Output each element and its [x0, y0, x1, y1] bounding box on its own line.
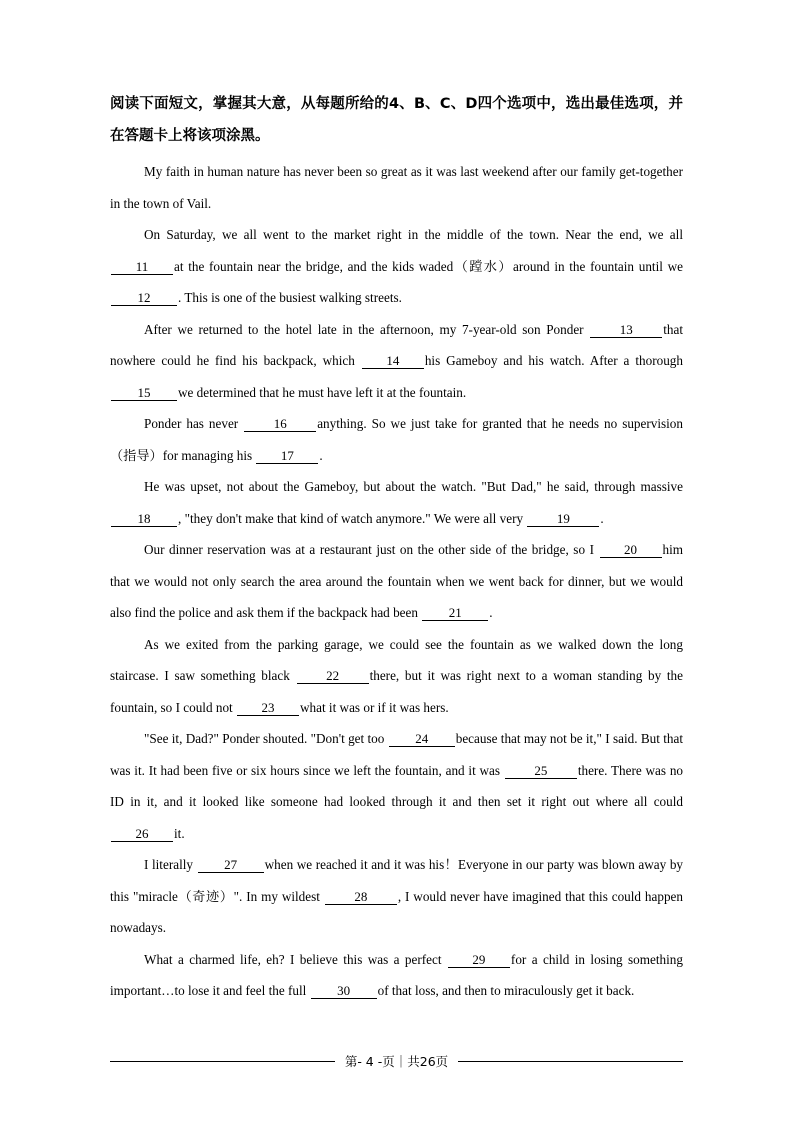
passage-text: My faith in human nature has never been so great as it was last weekend after our family get-together in the town of Vail. — [110, 164, 683, 211]
answer-blank-29[interactable]: 29 — [448, 953, 510, 968]
passage-paragraph — [110, 471, 683, 534]
answer-blank-14[interactable]: 14 — [362, 354, 424, 369]
passage-text: He was upset, not about the Gameboy, but about the watch. "But Dad," he said, through massive — [144, 479, 683, 494]
passage-text: Ponder has never — [144, 416, 239, 431]
answer-blank-17[interactable]: 17 — [256, 449, 318, 464]
passage-text: it. — [174, 825, 185, 841]
answer-blank-18[interactable]: 18 — [111, 512, 177, 527]
passage-paragraph — [110, 408, 683, 471]
passage-paragraph — [110, 156, 683, 219]
passage-text: there. There was no ID in it, and it looked like someone had looked through it and then set it right out where all could — [110, 762, 684, 809]
answer-blank-15[interactable]: 15 — [111, 386, 177, 401]
passage-text: What a charmed life, eh? I believe this was a perfect — [144, 951, 442, 967]
passage-text: because that may not be it," I said. But that was it. It had been five or six hours since we left the fountain, and it was — [110, 731, 683, 778]
passage-text: that nowhere could he find his backpack, which — [110, 321, 683, 368]
passage-text: at the fountain near the bridge, and the kids waded（蹚水）around in the fountain until we — [174, 258, 683, 274]
passage-text: On Saturday, we all went to the market right in the middle of the town. Near the end, we all — [144, 227, 683, 242]
passage-text: . — [600, 510, 604, 526]
answer-blank-11[interactable]: 11 — [111, 260, 173, 275]
answer-blank-12[interactable]: 12 — [111, 291, 177, 306]
answer-blank-20[interactable]: 20 — [600, 543, 662, 558]
answer-blank-19[interactable]: 19 — [527, 512, 599, 527]
passage-body — [110, 156, 683, 1007]
passage-text: there, but it was right next to a woman standing by the fountain, so I could not — [110, 668, 684, 715]
answer-blank-21[interactable]: 21 — [422, 606, 488, 621]
passage-paragraph — [110, 314, 683, 409]
passage-text: for a child in losing something important…to lose it and feel the full — [110, 951, 683, 998]
passage-paragraph — [110, 534, 683, 629]
answer-blank-16[interactable]: 16 — [244, 417, 316, 432]
answer-blank-27[interactable]: 27 — [198, 858, 264, 873]
answer-blank-24[interactable]: 24 — [389, 732, 455, 747]
answer-blank-28[interactable]: 28 — [325, 890, 397, 905]
passage-text: what it was or if it was hers. — [300, 699, 449, 715]
passage-text: him that we would not only search the area around the fountain when we went back for dinner, but we would also find the police and ask them if the backpack had been — [110, 542, 684, 620]
passage-text: . — [489, 605, 493, 620]
passage-paragraph — [110, 849, 683, 944]
passage-text: of that loss, and then to miraculously get it back. — [377, 983, 635, 998]
answer-blank-13[interactable]: 13 — [590, 323, 662, 338]
page-footer — [0, 1052, 793, 1070]
passage-text: , I would never have imagined that this could happen nowadays. — [110, 888, 684, 935]
passage-text: After we returned to the hotel late in the afternoon, my 7-year-old son Ponder — [144, 321, 584, 337]
answer-blank-25[interactable]: 25 — [505, 764, 577, 779]
passage-text: we determined that he must have left it at the fountain. — [178, 384, 467, 400]
passage-text: I literally — [144, 857, 193, 872]
passage-text: anything. So we just take for granted that he needs no supervision（指导）for managing his — [110, 416, 683, 463]
passage-text: when we reached it and it was his！Everyone in our party was blown away by this "miracle（奇迹）". In my wildest — [110, 857, 684, 904]
page-title: 阅读下面短文，掌握其大意，从每题所给的4、B、C、D四个选项中，选出最佳选项，并在答题卡上将该项涂黑。 — [110, 96, 683, 144]
passage-text: . — [319, 447, 323, 463]
passage-text: his Gameboy and his watch. After a thorough — [424, 353, 683, 368]
answer-blank-23[interactable]: 23 — [237, 701, 299, 716]
answer-blank-26[interactable]: 26 — [111, 827, 173, 842]
passage-text: "See it, Dad?" Ponder shouted. "Don't get too — [144, 731, 385, 746]
passage-text: Our dinner reservation was at a restaurant just on the other side of the bridge, so I — [144, 542, 594, 557]
passage-paragraph — [110, 944, 683, 1007]
answer-blank-30[interactable]: 30 — [311, 984, 377, 999]
passage-paragraph — [110, 723, 683, 849]
passage-text: , "they don't make that kind of watch anymore." We were all very — [178, 510, 524, 526]
passage-text: . This is one of the busiest walking streets. — [178, 290, 402, 305]
answer-blank-22[interactable]: 22 — [297, 669, 369, 684]
passage-paragraph — [110, 629, 683, 724]
page-number: 第- 4 -页｜共26页 — [335, 1052, 458, 1070]
passage-paragraph — [110, 219, 683, 314]
passage-text: As we exited from the parking garage, we could see the fountain as we walked down the long staircase. I saw something black — [110, 636, 683, 683]
